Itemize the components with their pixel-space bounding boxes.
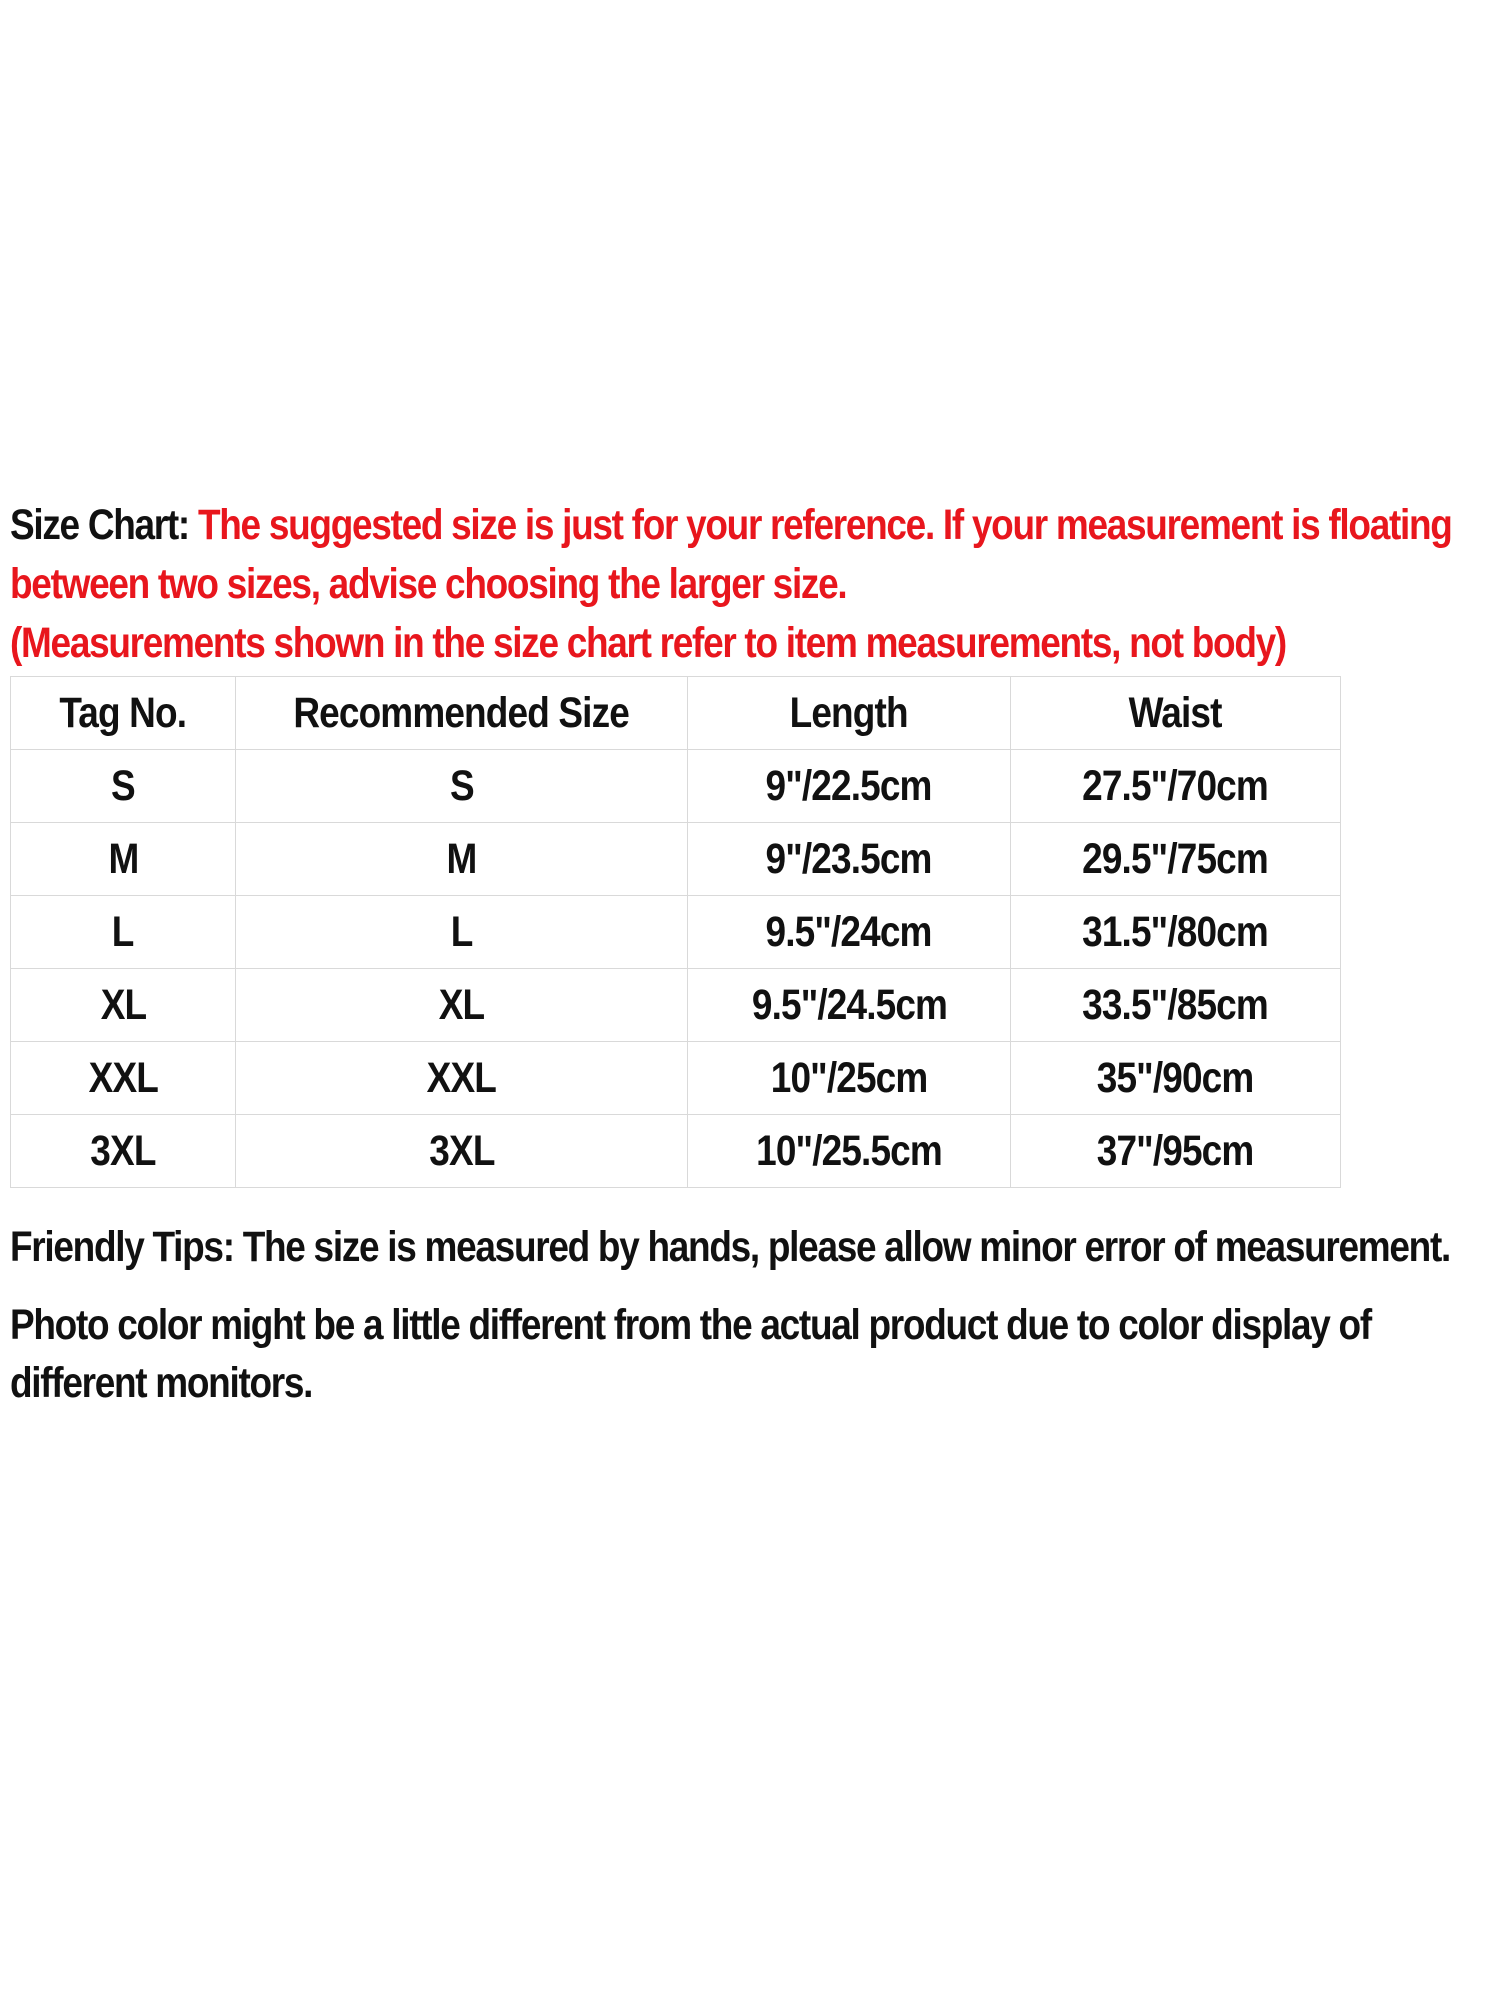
cell-tag-no: XXL [11, 1042, 236, 1115]
cell-tag-no: 3XL [11, 1115, 236, 1188]
cell-recommended-size: XXL [236, 1042, 688, 1115]
tip-measurement: Friendly Tips: The size is measured by hands, please allow minor error of measurement. [10, 1223, 1450, 1271]
cell-waist: 31.5"/80cm [1011, 896, 1341, 969]
cell-length: 9.5"/24.5cm [688, 969, 1011, 1042]
cell-length: 9"/22.5cm [688, 750, 1011, 823]
table-row [11, 969, 1341, 1042]
size-table [10, 676, 1341, 1188]
cell-tag-no: S [11, 750, 236, 823]
cell-tag-no: M [11, 823, 236, 896]
size-chart-intro [10, 496, 1495, 673]
size-reference-note: The suggested size is just for your reference. If your measurement is floating between two sizes, advise choosing the larger size. [10, 501, 1452, 608]
cell-recommended-size: XL [236, 969, 688, 1042]
table-row [11, 1115, 1341, 1188]
measurement-note: (Measurements shown in the size chart refer to item measurements, not body) [10, 619, 1286, 667]
table-row [11, 823, 1341, 896]
cell-length: 10"/25cm [688, 1042, 1011, 1115]
cell-waist: 37"/95cm [1011, 1115, 1341, 1188]
table-row [11, 896, 1341, 969]
table-row [11, 1042, 1341, 1115]
table-row [11, 750, 1341, 823]
cell-recommended-size: S [236, 750, 688, 823]
tip-photo-color: Photo color might be a little different from the actual product due to color display of different monitors. [10, 1301, 1371, 1407]
header-recommended-size: Recommended Size [236, 677, 688, 750]
cell-waist: 35"/90cm [1011, 1042, 1341, 1115]
cell-tag-no: XL [11, 969, 236, 1042]
cell-tag-no: L [11, 896, 236, 969]
cell-recommended-size: L [236, 896, 688, 969]
cell-length: 9.5"/24cm [688, 896, 1011, 969]
table-header-row [11, 677, 1341, 750]
cell-recommended-size: 3XL [236, 1115, 688, 1188]
cell-length: 9"/23.5cm [688, 823, 1011, 896]
size-chart-document [10, 496, 1495, 1412]
size-chart-label: Size Chart: [10, 501, 189, 549]
cell-waist: 33.5"/85cm [1011, 969, 1341, 1042]
friendly-tips [10, 1218, 1495, 1412]
cell-recommended-size: M [236, 823, 688, 896]
header-tag-no: Tag No. [11, 677, 236, 750]
header-length: Length [688, 677, 1011, 750]
cell-length: 10"/25.5cm [688, 1115, 1011, 1188]
header-waist: Waist [1011, 677, 1341, 750]
cell-waist: 27.5"/70cm [1011, 750, 1341, 823]
cell-waist: 29.5"/75cm [1011, 823, 1341, 896]
